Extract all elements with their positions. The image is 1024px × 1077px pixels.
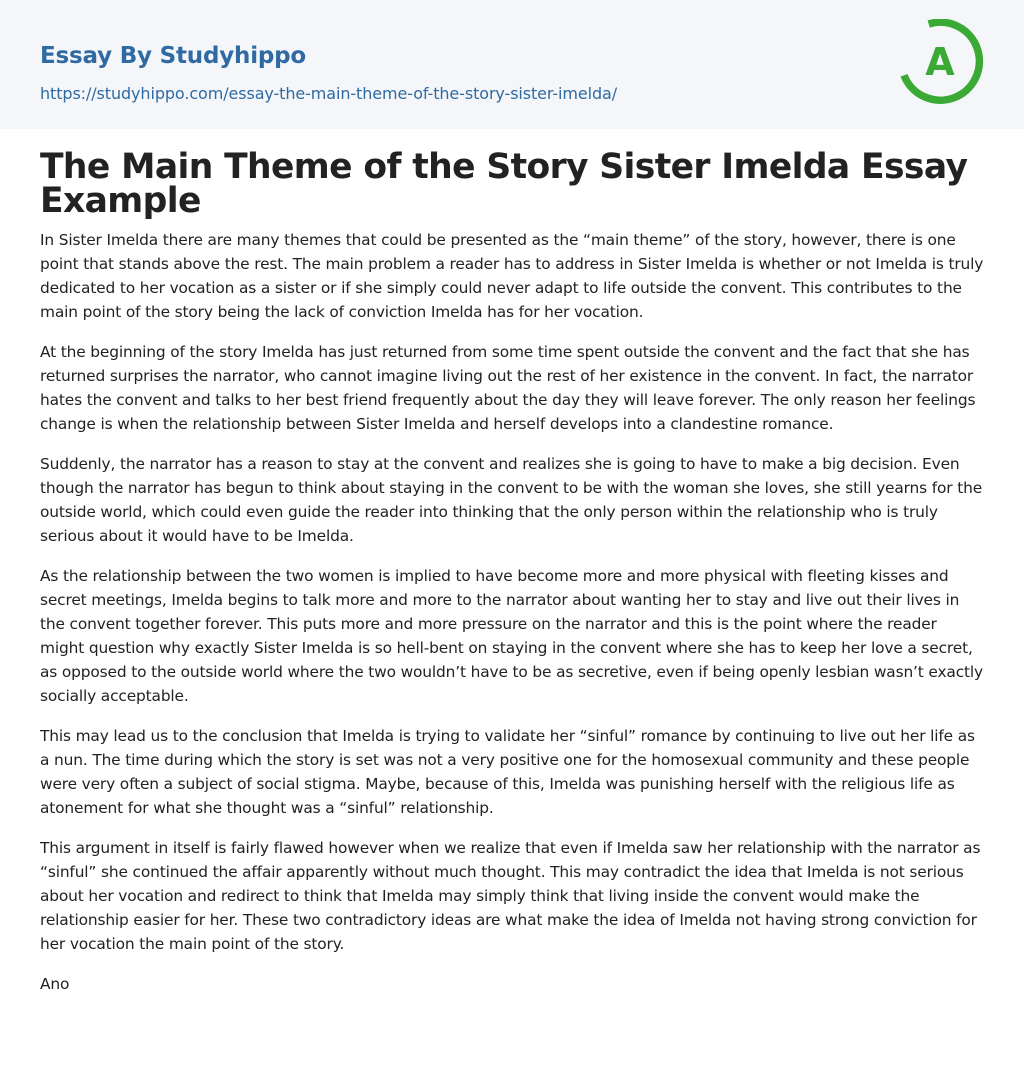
article-paragraph: At the beginning of the story Imelda has just returned from some time spent outside the convent and the fact that she has returned surprises the narrator, who cannot imagine living out the rest of her existence in the convent. In fact, the narrator hates the convent and talks to her best friend frequently about the day they will leave forever. The only reason her feelings change is when the relationship between Sister Imelda and herself develops into a clandestine romance. [40, 343, 976, 433]
source-url-link[interactable]: https://studyhippo.com/essay-the-main-theme-of-the-story-sister-imelda/ [40, 84, 618, 103]
article-paragraph: This argument in itself is fairly flawed however when we realize that even if Imelda saw her relationship with the narrator as “sinful” she continued the affair apparently without much thought. This may contradict the idea that Imelda is not serious about her vocation and redirect to think that Imelda may simply think that living inside the convent would make the relationship easier for her. These two contradictory ideas are what make the idea of Imelda not having strong conviction for her vocation the main point of the story. [40, 839, 981, 953]
article-paragraph: Suddenly, the narrator has a reason to stay at the convent and realizes she is going to have to make a big decision. Even though the narrator has begun to think about staying in the convent to be with the woman she loves, she still yearns for the outside world, which could even guide the reader into thinking that the only person within the relationship who is truly serious about it would have to be Imelda. [40, 455, 983, 545]
article-paragraph: This may lead us to the conclusion that Imelda is trying to validate her “sinful” romance by continuing to live out her life as a nun. The time during which the story is set was not a very positive one for the homosexual community and these people were very often a subject of social stigma. Maybe, because of this, Imelda was punishing herself with the religious life as atonement for what she thought was a “sinful” relationship. [40, 727, 975, 817]
article-paragraph: In Sister Imelda there are many themes that could be presented as the “main theme” of the story, however, there is one point that stands above the rest. The main problem a reader has to address in Sister Imelda is whether or not Imelda is truly dedicated to her vocation as a sister or if she simply could never adapt to life outside the convent. This contributes to the main point of the story being the lack of conviction Imelda has for her vocation. [40, 231, 984, 321]
studyhippo-logo-icon[interactable] [899, 19, 985, 105]
article [0, 129, 1024, 996]
site-header [0, 0, 1024, 129]
article-paragraph: As the relationship between the two women is implied to have become more and more physical with fleeting kisses and secret meetings, Imelda begins to talk more and more to the narrator about wanting her to stay and live out their lives in the convent together forever. This puts more and more pressure on the narrator and this is the point where the reader might question why exactly Sister Imelda is so hell-bent on staying in the convent where she has to keep her love a secret, as opposed to the outside world where the two wouldn’t have to be as secretive, even if being openly lesbian wasn’t exactly socially acceptable. [40, 567, 983, 705]
article-paragraph-truncated: Ano [40, 975, 70, 993]
article-title: The Main Theme of the Story Sister Imelda Essay Example [40, 147, 968, 221]
logo-letter: A [925, 40, 955, 84]
site-brand[interactable]: Essay By Studyhippo [40, 43, 307, 69]
